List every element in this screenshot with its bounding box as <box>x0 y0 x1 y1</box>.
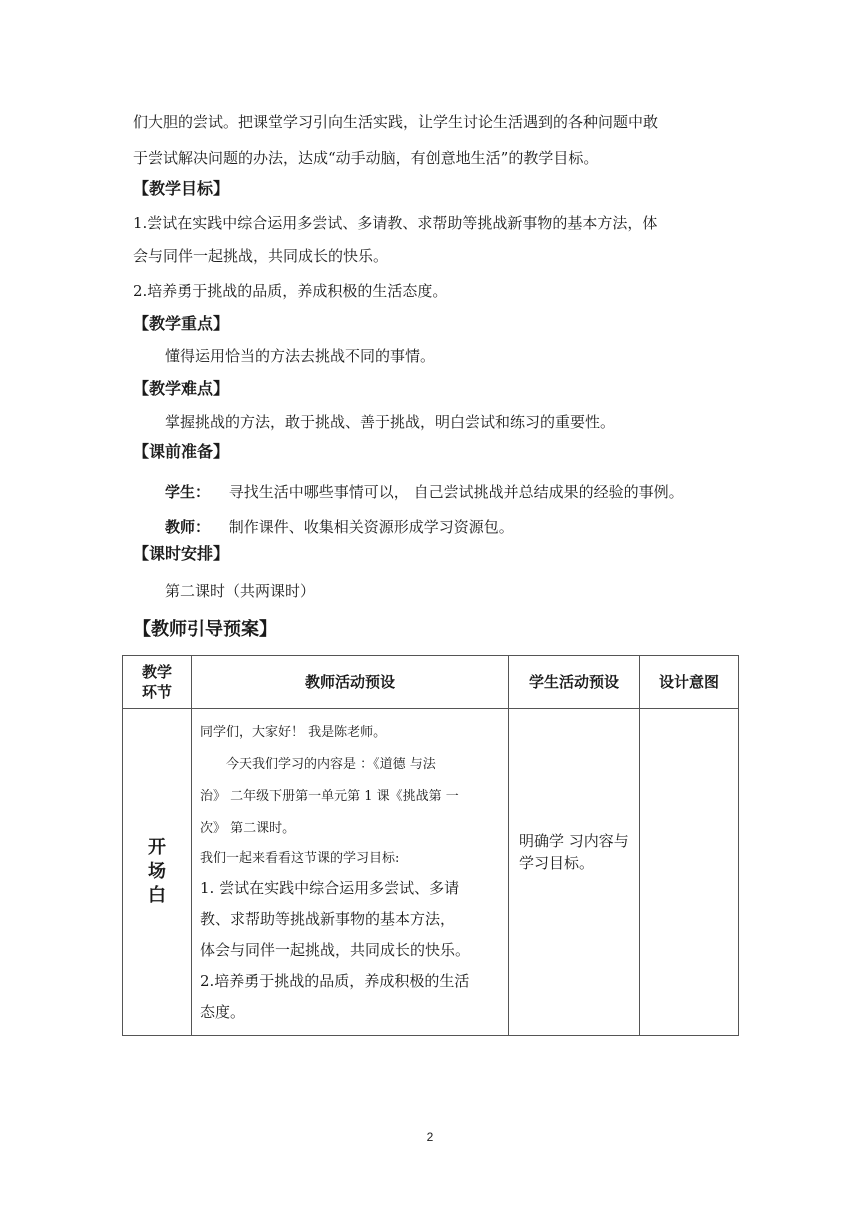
teacher-line: 今天我们学习的内容是 ：《道德 与法 <box>226 757 436 772</box>
header-teacher-activity: 教师活动预设 <box>192 656 509 709</box>
design-intent-cell <box>640 709 739 1036</box>
difficulties-heading: 【教学难点】 <box>133 379 230 398</box>
student-activity-text: 明确学 习内容与学习目标。 <box>519 832 629 872</box>
goal-1-line-2: 会与同伴一起挑战，共同成长的快乐。 <box>133 247 389 265</box>
table-row <box>123 709 739 1036</box>
preparation-student <box>165 481 684 503</box>
page-number: 2 <box>426 1130 434 1144</box>
intro-line-1: 们大胆的尝试。把课堂学习引向生活实践，让学生讨论生活遇到的各种问题中敢 <box>133 113 659 131</box>
preparation-student-text: 寻找生活中哪些事情可以， 自己尝试挑战并总结成果的经验的事例。 <box>228 483 684 501</box>
intro-line-2: 于尝试解决问题的办法，达成“动手动脑，有创意地生活”的教学目标。 <box>133 149 599 167</box>
preparation-student-label: 学生： <box>165 483 211 501</box>
goal-1-line-1: 1.尝试在实践中综合运用多尝试、多请教、求帮助等挑战新事物的基本方法，体 <box>133 214 658 232</box>
preparation-teacher-label: 教师： <box>165 518 211 536</box>
lesson-plan-table <box>122 655 739 1036</box>
header-stage: 教学环节 <box>123 656 192 709</box>
table-header-row <box>123 656 739 709</box>
schedule-text: 第二课时（共两课时） <box>165 582 316 600</box>
key-points-heading: 【教学重点】 <box>133 314 230 333</box>
goals-heading: 【教学目标】 <box>133 179 230 198</box>
goal-2: 2.培养勇于挑战的品质，养成积极的生活态度。 <box>133 282 448 300</box>
header-student-activity: 学生活动预设 <box>509 656 640 709</box>
student-activity-cell <box>509 709 640 1036</box>
difficulties-text: 掌握挑战的方法，敢于挑战、善于挑战，明白尝试和练习的重要性。 <box>165 413 616 431</box>
teacher-line: 同学们，大家好！ 我是陈老师。 <box>200 725 387 740</box>
guide-heading: 【教师引导预案】 <box>133 619 277 640</box>
preparation-teacher-text: 制作课件、收集相关资源形成学习资源包。 <box>228 518 514 536</box>
preparation-heading: 【课前准备】 <box>133 442 230 461</box>
stage-cell <box>123 709 192 1036</box>
teacher-line: 2.培养勇于挑战的品质，养成积极的生活 <box>200 972 470 990</box>
teacher-line: 1. 尝试在实践中综合运用多尝试、多请 <box>200 879 460 897</box>
teacher-line: 我们一起来看看这节课的学习目标: <box>200 851 400 866</box>
key-points-text: 懂得运用恰当的方法去挑战不同的事情。 <box>165 347 436 365</box>
preparation-teacher <box>165 516 514 538</box>
teacher-activity-cell <box>192 709 509 1036</box>
header-design-intent: 设计意图 <box>640 656 739 709</box>
schedule-heading: 【课时安排】 <box>133 544 230 563</box>
stage-label: 开场白 <box>148 837 166 906</box>
teacher-line: 治》 二年级下册第一单元第 1 课《挑战第 一 <box>200 789 459 804</box>
teacher-line: 教、求帮助等挑战新事物的基本方法， <box>200 910 456 928</box>
teacher-line: 次》 第二课时。 <box>200 821 296 836</box>
teacher-line: 态度。 <box>200 1003 246 1021</box>
teacher-line: 体会与同伴一起挑战，共同成长的快乐。 <box>200 941 471 959</box>
